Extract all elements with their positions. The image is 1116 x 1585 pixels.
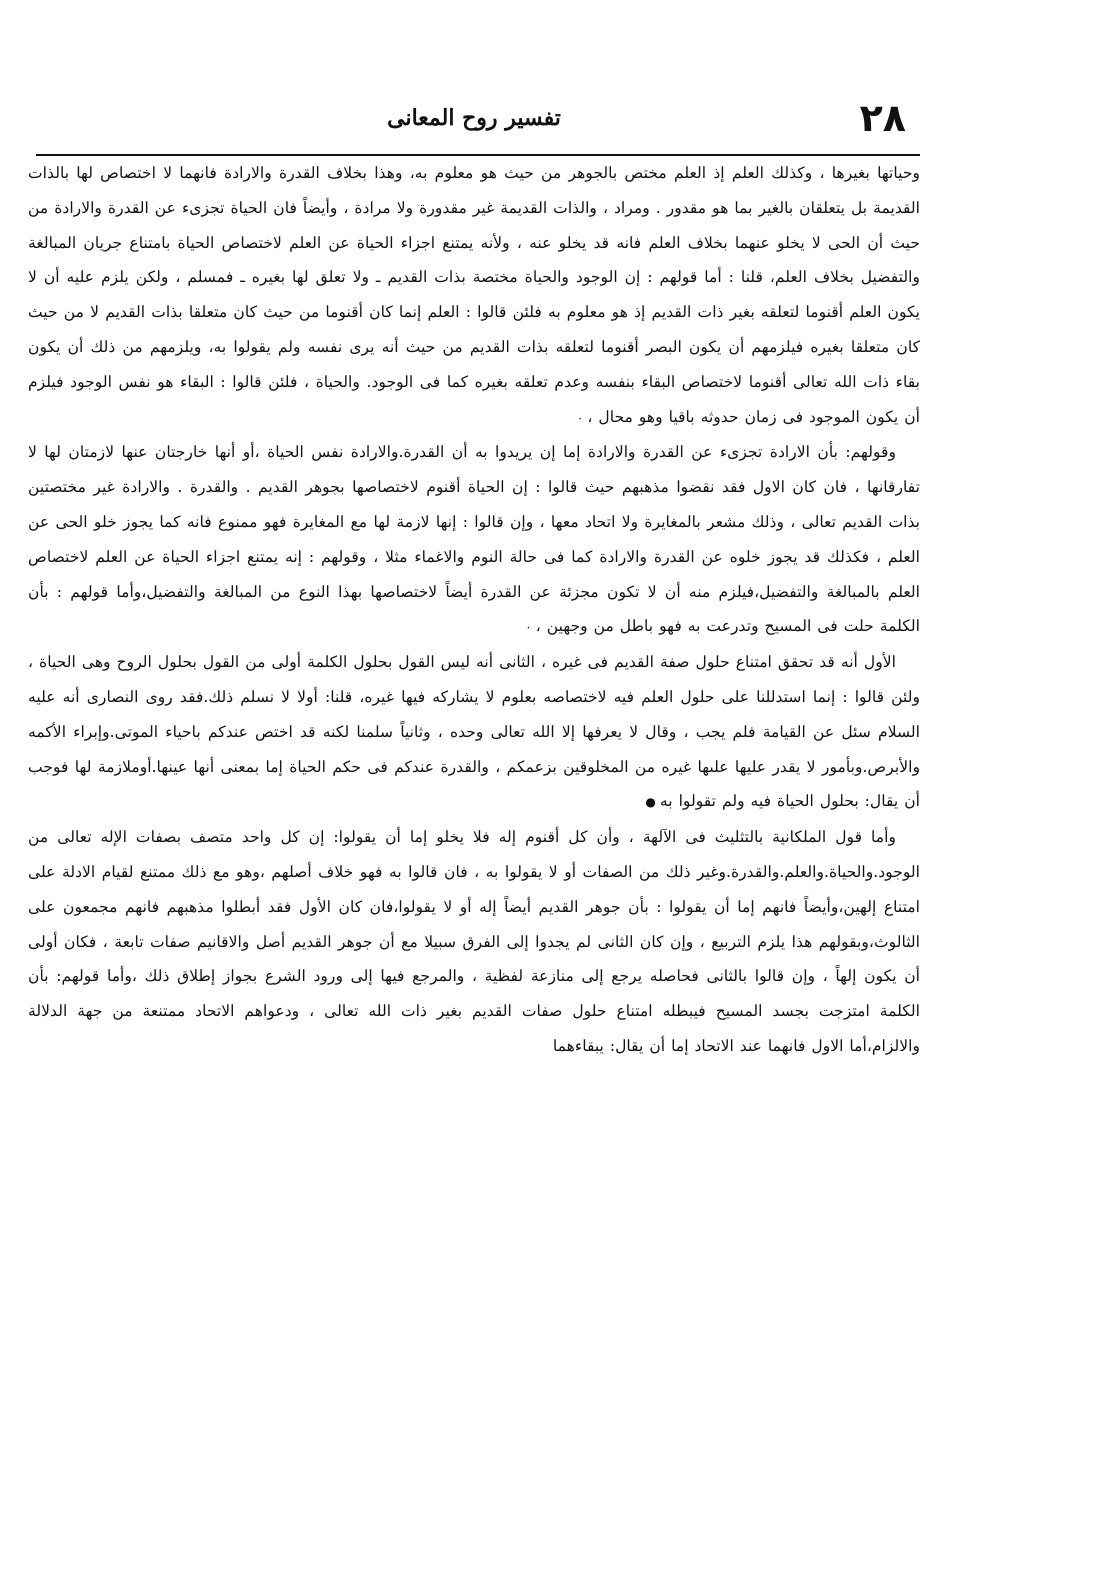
paragraph-end-marker: ۰ xyxy=(576,410,584,425)
paragraph-3 xyxy=(28,645,920,820)
paragraph-end-marker: ● xyxy=(645,795,656,810)
paragraph-2 xyxy=(28,435,920,645)
paragraph-1 xyxy=(28,156,920,435)
running-title: تفسير روح المعانى xyxy=(387,105,561,131)
page xyxy=(28,88,920,1528)
page-body xyxy=(28,156,920,1064)
paragraph-3-text: الأول أنه قد تحقق امتناع حلول صفة القديم فى غيره ، الثانى أنه ليس القول بحلول الكلمة أولى من القول بحلول الروح وهى الحياة ، ولئن قالوا : إنما استدللنا على حلول العلم فيه لاختصاصه بعلوم لا يشاركه فيها غيره، قلنا: أولا لا نسلم ذلك.فقد روى النصارى أنه عليه السلام سئل عن القيامة فلم يجب ، وقال لا يعرفها إلا الله تعالى وحده ، وثانياً سلمنا لكنه قد اختص عندكم باحياء الموتى.وإبراء الأكمه والأبرص.وبأمور لا يقدر عليها علىها غيره من المخلوقين بزعمكم ، والقدرة عندكم فى حكم الحياة إما بمعنى أنها عينها.أوملازمة لها فوجب أن يقال: بحلول الحياة فيه ولم تقولوا به xyxy=(28,653,920,811)
paragraph-1-text: وحياتها بغيرها ، وكذلك العلم إذ العلم مختص بالجوهر من حيث هو معلوم به، وهذا بخلاف القدرة والارادة فانهما لا اختصاص لها بالذات القديمة بل يتعلقان بالغير بما هو مقدور . ومراد ، والذات القديمة غير مقدورة ولا مرادة ، وأيضاً فان الحياة تجزىء عن القدرة والارادة من حيث أن الحى لا يخلو عنهما بخلاف العلم فانه قد يخلو عنه ، ولأنه يمتنع اجزاء الحياة عن العلم لاختصاص الحياة بامتناع جريان المبالغة والتفضيل بخلاف العلم، قلنا : أما قولهم : إن الوجود والحياة مختصة بذات القديم ـ ولا تعلق لها بغيره ـ فمسلم ، ولكن يلزم عليه أن لا يكون العلم أقنوما لتعلقه بغير ذات القديم إذ هو معلوم به فلئن قالوا : العلم إنما كان أقنوما من حيث كان متعلقا بذات القديم لا من حيث كان متعلقا بغيره فيلزمهم أن يكون البصر أقنوما لتعلقه بذات القديم من حيث أنه يرى نفسه ولم يقولوا به، ويلزمهم من ذلك أن يكون بقاء ذات الله تعالى أقنوما لاختصاص البقاء بنفسه وعدم تعلقه بغيره كما فى الوجود. والحياة ، فلئن قالوا : البقاء هو نفس الوجود فيلزم أن يكون الموجود فى زمان حدوثه باقيا وهو محال ، xyxy=(28,164,921,426)
header-rule xyxy=(36,154,920,156)
paragraph-2-text: وقولهم: بأن الارادة تجزىء عن القدرة والارادة إما إن يريدوا به أن القدرة.والارادة نفس الحياة ،أو أنها خارجتان عنها لازمتان لها لا تفارقانها ، فان كان الاول فقد نقضوا مذهبهم حيث قالوا : إن الحياة أقنوم لاختصاصها بجوهر القديم . والقدرة . والارادة غير مختصتين بذات القديم تعالى ، وذلك مشعر بالمغايرة ولا اتحاد معها ، وإن قالوا : إنها لازمة لها مع المغايرة فهو ممنوع فانه كما يجوز خلو الحى عن العلم ، فكذلك قد يجوز خلوه عن القدرة والارادة كما فى حالة النوم والاغماء مثلا ، وقولهم : إنه يمتنع اجزاء الحياة عن العلم لاختصاص العلم بالمبالغة والتفضيل،فيلزم منه أن لا تكون مجزئة عن القدرة أيضاً لاختصاصها بهذا النوع من المبالغة والتفضيل،وأما قولهم : بأن الكلمة حلت فى المسيح وتدرعت به فهو باطل من وجهين ، xyxy=(28,443,920,636)
paragraph-end-marker: ۰ xyxy=(525,620,532,635)
page-header xyxy=(28,88,920,156)
paragraph-4 xyxy=(28,820,920,1064)
page-number: ٢٨ xyxy=(859,96,906,140)
paragraph-4-text: وأما قول الملكانية بالتثليث فى الآلهة ، وأن كل أقنوم إله فلا يخلو إما أن يقولوا: إن كل واحد متصف بصفات الإله تعالى من الوجود.والحياة.والعلم.والقدرة.وغير ذلك من الصفات أو لا يقولوا به ، فان قالوا به فهو خلاف أصلهم ،وهو مع ذلك ممتنع لقيام الادلة على امتناع إلهين،وأيضاً فانهم إما أن يقولوا : بأن جوهر القديم أيضاً إله أو لا يقولوا،فان كان الأول فقد أبطلوا مذهبهم فانهم مجمعون على الثالوث،وبقولهم هذا يلزم التربيع ، وإن كان الثانى لم يجدوا إلى الفرق سبيلا مع أن جوهر القديم أصل والاقانيم صفات تابعة ، فكان أولى أن يكون إلهاً ، وإن قالوا بالثانى فحاصله يرجع إلى منازعة لفظية ، والمرجع فيها إلى ورود الشرع بجواز إطلاق ذلك ،وأما قولهم: بأن الكلمة امتزجت بجسد المسيح فيبطله امتناع حلول صفات القديم بغير ذات الله تعالى ، ودعواهم الاتحاد ممتنعة من جهة الدلالة والالزام،أما الاول فانهما عند الاتحاد إما أن يقال: يبقاءهما xyxy=(28,828,920,1055)
